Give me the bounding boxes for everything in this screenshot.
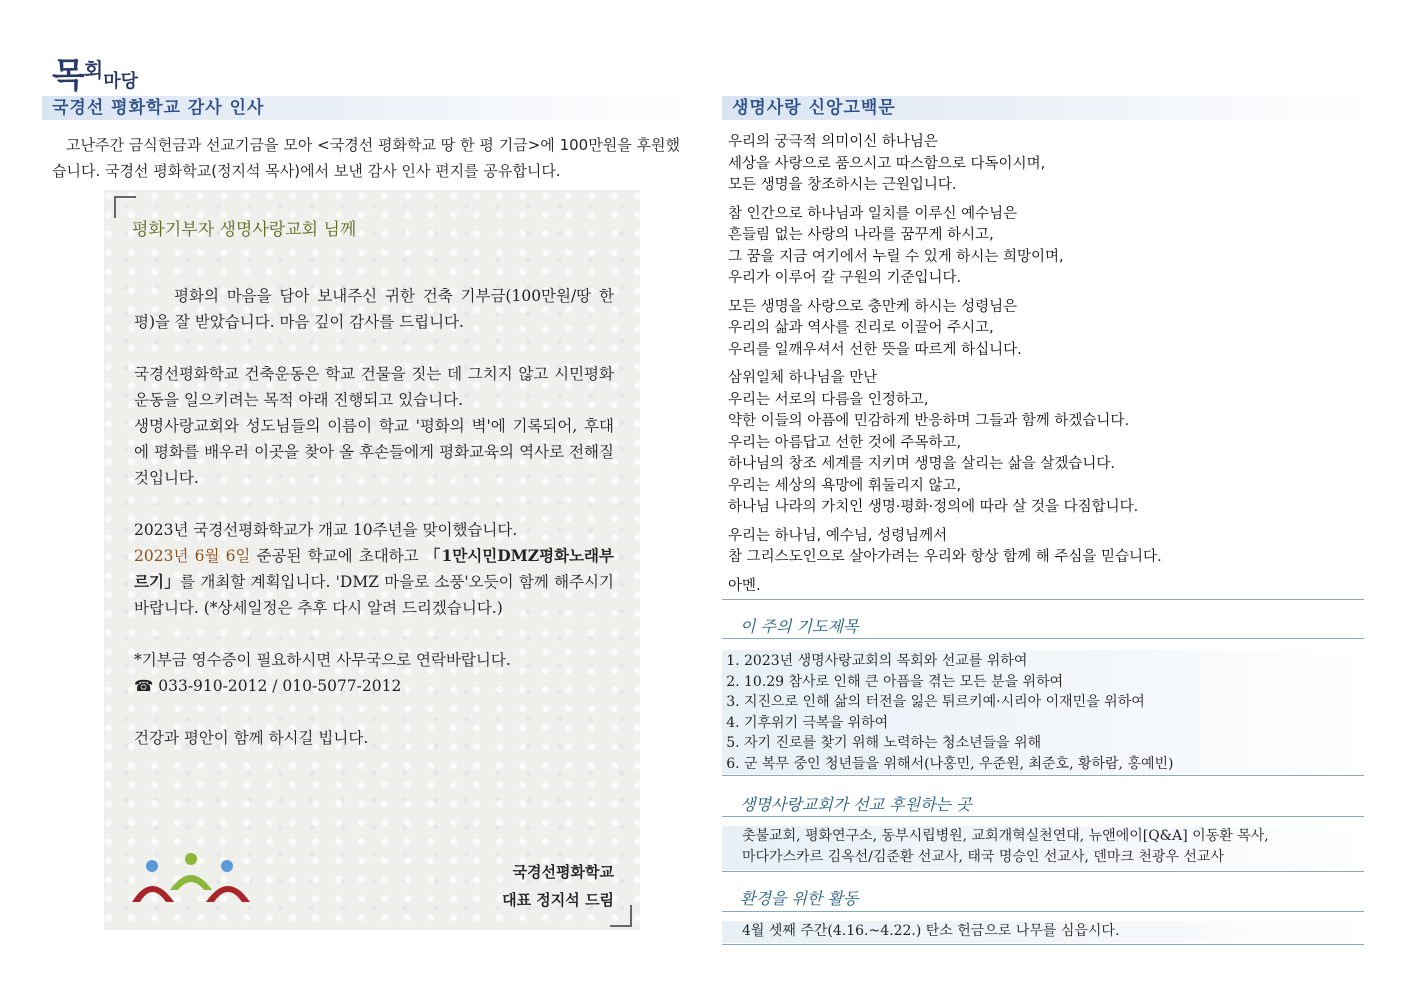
prayer-list <box>722 650 1364 774</box>
prayer-item: 5. 자기 진로를 찾기 위해 노력하는 청소년들을 위해 <box>744 733 1364 754</box>
letter-paragraph-2: 국경선평화학교 건축운동은 학교 건물을 짓는 데 그치지 않고 시민평화운동을 일으키려는 목적 아래 진행되고 있습니다. <box>134 365 614 409</box>
event-name: 「1만시민DMZ평화노래부르기」 <box>134 546 614 591</box>
signature-name: 대표 정지석 드림 <box>502 891 614 909</box>
creed-line: 그 꿈을 지금 여기에서 누릴 수 있게 하시는 희망이며, <box>728 248 1064 265</box>
letter-body <box>134 283 614 751</box>
divider <box>722 599 1364 600</box>
creed-line: 우리가 이루어 갈 구원의 기준입니다. <box>728 270 962 286</box>
creed-line: 모든 생명을 사랑으로 충만케 하시는 성령님은 <box>728 298 1018 315</box>
environment-box <box>722 921 1364 943</box>
prayer-item: 3. 지진으로 인해 삶의 터전을 잃은 튀르키예·시리아 이재민을 위하여 <box>744 692 1364 713</box>
environment-subtitle: 환경을 위한 활동 <box>740 889 859 908</box>
prayer-item: 4. 기후위기 극복을 위하여 <box>744 713 1364 734</box>
environment-line: 4월 셋째 주간(4.16.~4.22.) 탄소 헌금으로 나무를 심읍시다. <box>742 923 1120 939</box>
prayer-item: 1. 2023년 생명사랑교회의 목회와 선교를 위하여 <box>744 651 1364 672</box>
creed-stanza <box>728 204 1358 290</box>
creed-line: 참 그리스도인으로 살아가려는 우리와 항상 함께 해 주심을 믿습니다. <box>728 549 1162 565</box>
prayer-list-box <box>722 650 1364 774</box>
prayer-item: 2. 10.29 참사로 인해 큰 아픔을 겪는 모든 분을 위하여 <box>744 672 1364 693</box>
divider <box>722 816 1364 817</box>
creed-line: 하나님 나라의 가치인 생명·평화·정의에 따라 살 것을 다짐합니다. <box>728 499 1139 515</box>
mission-subtitle: 생명사랑교회가 선교 후원하는 곳 <box>740 795 972 814</box>
letter-p5-text-b: 를 개최할 계획입니다. 'DMZ 마을로 소풍'오듯이 함께 해주시기 바랍니다. (*상세일정은 추후 다시 알려 드리겠습니다.) <box>134 573 614 617</box>
intro-paragraph: 고난주간 금식헌금과 선교기금을 모아 <국경선 평화학교 땅 한 평 기금>에 100만원을 후원했습니다. 국경선 평화학교(정지석 목사)에서 보낸 감사 인사 편지를 공유합니다. <box>52 136 680 180</box>
letter-title: 평화기부자 생명사랑교회 님께 <box>132 220 357 240</box>
divider <box>722 871 1364 872</box>
creed-line: 우리는 아름답고 선한 것에 주목하고, <box>728 434 962 451</box>
creed-stanza <box>728 132 1358 197</box>
divider <box>722 638 1364 639</box>
right-section-title: 생명사랑 신앙고백문 <box>722 96 1372 120</box>
divider <box>722 944 1364 945</box>
creed-stanza <box>728 297 1358 362</box>
creed-line: 약한 이들의 아픔에 민감하게 반응하며 그들과 함께 하겠습니다. <box>728 413 1130 429</box>
letter-signature <box>440 858 614 914</box>
creed-stanza <box>728 576 1358 598</box>
letter-paragraph-5 <box>134 543 614 621</box>
signature-org: 국경선평화학교 <box>512 863 614 881</box>
letter-paragraph-1: 평화의 마음을 담아 보내주신 귀한 건축 기부금(100만원/땅 한 평)을 잘 받았습니다. 마음 깊이 감사를 드립니다. <box>134 287 614 331</box>
creed-line: 흔들림 없는 사랑의 나라를 꿈꾸게 하시고, <box>728 227 994 243</box>
event-date: 2023년 6월 6일 <box>134 547 251 565</box>
mission-line-1: 촛불교회, 평화연구소, 동부시립병원, 교회개혁실천연대, 뉴앤에이[Q&A] 이동환 목사, <box>742 828 1269 844</box>
letter-paragraph-3: 생명사랑교회와 성도님들의 이름이 학교 '평화의 벽'에 기록되어, 후대에 평화를 배우러 이곳을 찾아 올 후손들에게 평화교육의 역사로 전해질 것입니다. <box>134 417 614 487</box>
mission-box <box>722 826 1364 870</box>
creed-line: 하나님의 창조 세계를 지키며 생명을 살리는 삶을 살겠습니다. <box>728 456 1116 472</box>
phone-numbers: ☎ 033-910-2012 / 010-5077-2012 <box>134 677 402 695</box>
creed-line: 아멘. <box>728 577 761 594</box>
creed-line: 세상을 사랑으로 품으시고 따스함으로 다독이시며, <box>728 155 1046 172</box>
creed-line: 우리는 하나님, 예수님, 성령님께서 <box>728 527 948 544</box>
prayer-subtitle: 이 주의 기도제목 <box>740 617 859 636</box>
creed-line: 우리를 일깨우셔서 선한 뜻을 따르게 하십니다. <box>728 341 1022 358</box>
creed-line: 우리의 삶과 역사를 진리로 이끌어 주시고, <box>728 320 994 336</box>
creed-line: 우리의 궁극적 의미이신 하나님은 <box>728 134 938 150</box>
column-logo <box>52 48 138 97</box>
prayer-item: 6. 군 복무 중인 청년들을 위해서(나홍민, 우준원, 최준호, 황하람, 홍예빈) <box>744 754 1364 775</box>
creed-stanza <box>728 526 1358 569</box>
creed-line: 참 인간으로 하나님과 일치를 이루신 예수님은 <box>728 205 1018 222</box>
logo-char-big: 목 <box>52 56 84 96</box>
receipt-note: *기부금 영수증이 필요하시면 사무국으로 연락바랍니다. <box>134 651 511 669</box>
creed-text <box>728 132 1358 604</box>
creed-stanza <box>728 368 1358 519</box>
logo-char-small: 마당 <box>103 71 138 92</box>
creed-line: 우리는 서로의 다름을 인정하고, <box>728 391 929 408</box>
logo-char-mid: 회 <box>83 58 104 82</box>
divider <box>722 911 1364 912</box>
creed-line: 우리는 세상의 욕망에 휘둘리지 않고, <box>728 477 962 494</box>
left-section-title: 국경선 평화학교 감사 인사 <box>42 96 692 120</box>
mission-line-2: 마다가스카르 김옥선/김준환 선교사, 태국 명승인 선교사, 덴마크 천광우 선교사 <box>742 848 1224 865</box>
letter-paragraph-4: 2023년 국경선평화학교가 개교 10주년을 맞이했습니다. <box>134 521 518 539</box>
letter-closing: 건강과 평안이 함께 하시길 빕니다. <box>134 729 369 747</box>
peace-school-logo-icon <box>130 852 252 904</box>
letter-p5-text-a: 준공된 학교에 초대하고 <box>250 547 425 565</box>
creed-line: 모든 생명을 창조하시는 근원입니다. <box>728 177 957 193</box>
creed-line: 삼위일체 하나님을 만난 <box>728 370 878 386</box>
divider <box>722 775 1364 776</box>
